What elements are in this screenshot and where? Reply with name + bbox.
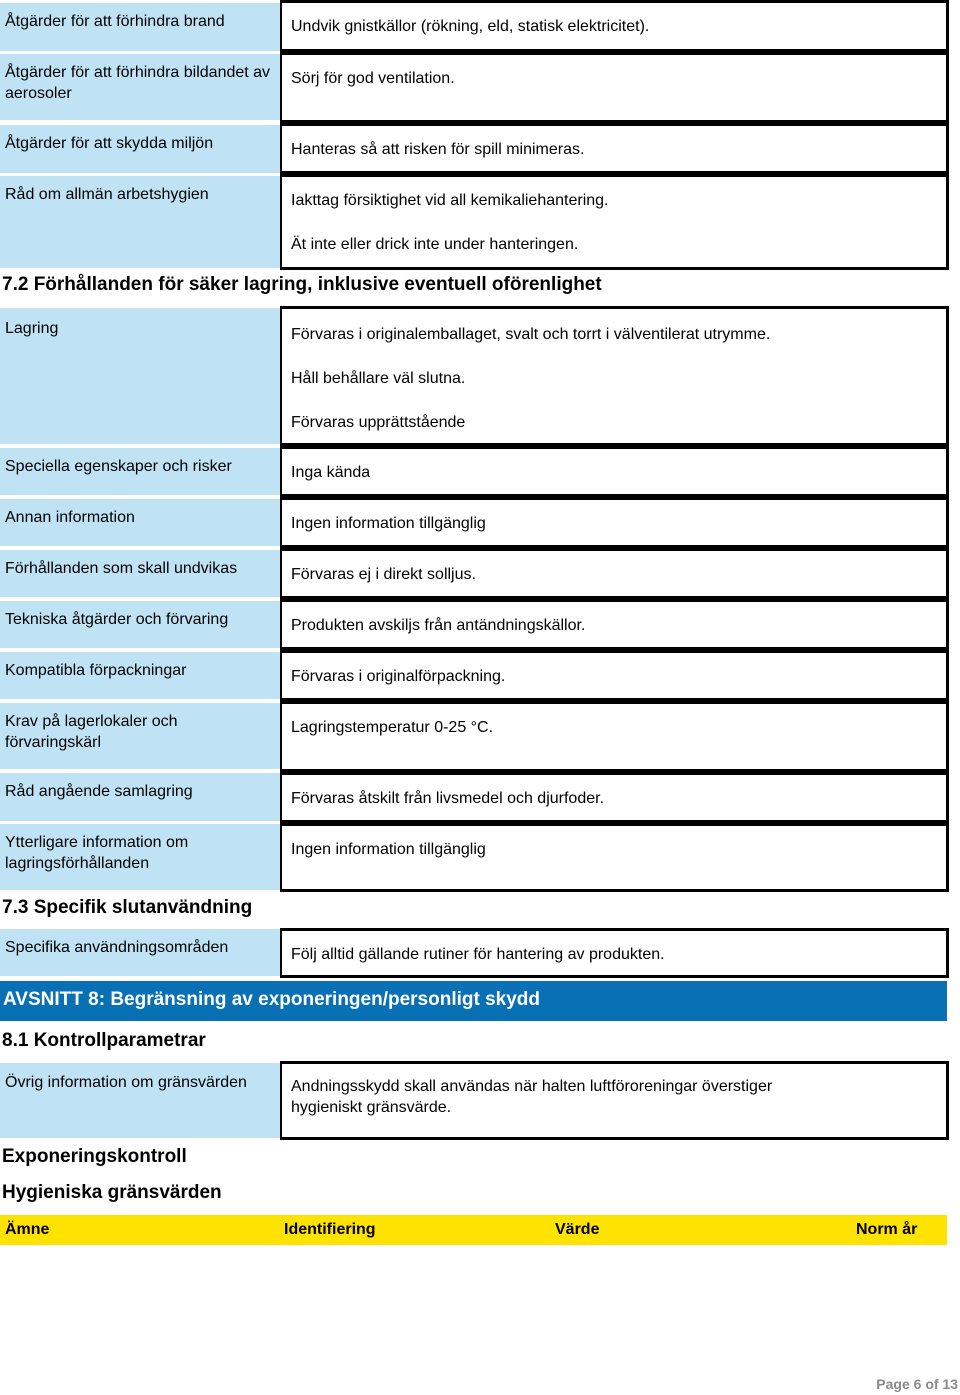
value-text: Ingen information tillgänglig (291, 841, 486, 858)
section-heading-7-3: 7.3 Specifik slutanvändning (2, 897, 253, 918)
value-fire-prevention (280, 0, 949, 52)
label-limit-values-info: Övrig information om gränsvärden (0, 1063, 280, 1138)
value-limit-values-info (280, 1061, 949, 1140)
value-work-hygiene (280, 174, 949, 270)
value-text: Förvaras upprättstående (291, 414, 466, 431)
column-header-norm-year: Norm år (856, 1221, 918, 1238)
section-8-banner: AVSNITT 8: Begränsning av exponeringen/personligt skydd (0, 981, 947, 1021)
value-text: Sörj för god ventilation. (291, 70, 455, 87)
value-text: Inga kända (291, 464, 371, 481)
value-text: Förvaras ej i direkt solljus. (291, 566, 476, 583)
exposure-control-heading: Exponeringskontroll (2, 1146, 187, 1167)
value-text: Hanteras så att risken för spill minimeras. (291, 141, 585, 158)
label-fire-prevention: Åtgärder för att förhindra brand (0, 3, 280, 51)
value-text: Håll behållare väl slutna. (291, 370, 466, 387)
value-text: Undvik gnistkällor (rökning, eld, statisk elektricitet). (291, 18, 650, 35)
label-co-storage-advice: Råd angående samlagring (0, 773, 280, 821)
value-storage-requirements (280, 701, 949, 772)
value-aerosol-prevention (280, 52, 949, 123)
label-technical-measures: Tekniska åtgärder och förvaring (0, 601, 280, 648)
value-conditions-to-avoid (280, 548, 949, 599)
value-compatible-packaging (280, 650, 949, 701)
value-text: Ät inte eller drick inte under hanteringen. (291, 236, 579, 253)
value-text: Förvaras i originalemballaget, svalt och torrt i välventilerat utrymme. (291, 326, 771, 343)
limits-table-header (0, 1215, 947, 1245)
value-additional-storage-info (280, 823, 949, 892)
value-text: Iakttag försiktighet vid all kemikaliehantering. (291, 192, 609, 209)
label-aerosol-prevention: Åtgärder för att förhindra bildandet av aerosoler (0, 54, 280, 120)
value-text: Produkten avskiljs från antändningskällor. (291, 617, 586, 634)
hygienic-limits-heading: Hygieniska gränsvärden (2, 1182, 222, 1203)
value-text: Följ alltid gällande rutiner för hantering av produkten. (291, 946, 665, 963)
value-text: Förvaras åtskilt från livsmedel och djurfoder. (291, 790, 605, 807)
label-storage-requirements: Krav på lagerlokaler och förvaringskärl (0, 703, 280, 769)
label-compatible-packaging: Kompatibla förpackningar (0, 652, 280, 699)
page-number: Page 6 of 13 (876, 1376, 958, 1392)
value-text: Förvaras i originalförpackning. (291, 668, 506, 685)
value-other-information (280, 497, 949, 548)
value-text: Andningsskydd skall användas när halten luftföroreningar överstiger hygieniskt gränsvärde. (291, 1078, 773, 1116)
label-special-properties: Speciella egenskaper och risker (0, 448, 280, 495)
column-header-value: Värde (555, 1221, 600, 1238)
value-text: Ingen information tillgänglig (291, 515, 486, 532)
section-heading-7-2: 7.2 Förhållanden för säker lagring, inklusive eventuell oförenlighet (2, 274, 602, 295)
value-storage (280, 306, 949, 446)
label-work-hygiene: Råd om allmän arbetshygien (0, 176, 280, 268)
label-conditions-to-avoid: Förhållanden som skall undvikas (0, 550, 280, 597)
value-special-properties (280, 446, 949, 497)
label-specific-uses: Specifika användningsområden (0, 929, 280, 976)
column-header-identification: Identifiering (284, 1221, 376, 1238)
value-co-storage-advice (280, 772, 949, 823)
value-technical-measures (280, 599, 949, 650)
value-specific-uses (280, 928, 949, 978)
section-heading-8-1: 8.1 Kontrollparametrar (2, 1030, 206, 1051)
label-other-information: Annan information (0, 499, 280, 546)
value-environment-protection (280, 123, 949, 174)
label-additional-storage-info: Ytterligare information om lagringsförhållanden (0, 824, 280, 890)
column-header-substance: Ämne (5, 1221, 50, 1238)
value-text: Lagringstemperatur 0-25 °C. (291, 719, 494, 736)
label-storage: Lagring (0, 308, 280, 444)
label-environment-protection: Åtgärder för att skydda miljön (0, 125, 280, 173)
